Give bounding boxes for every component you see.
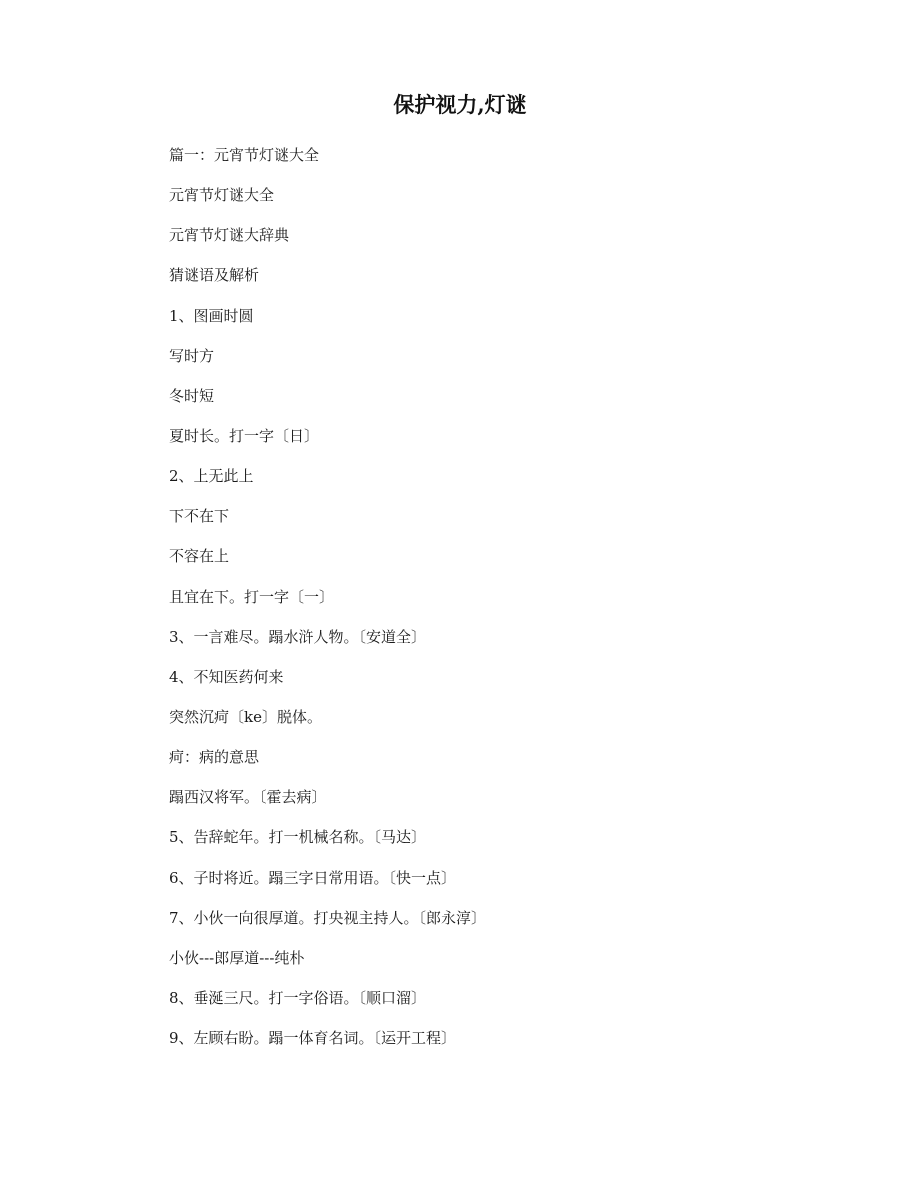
- text-line: 疴：病的意思: [169, 748, 260, 767]
- document-title: 保护视力,灯谜: [393, 92, 527, 117]
- text-line: 小伙---郎厚道---纯朴: [169, 948, 305, 967]
- text-line: 8、垂涎三尺。打一字俗语。〔顺口溜〕: [169, 988, 427, 1007]
- text-line: 猜谜语及解析: [169, 266, 260, 285]
- document-body: [169, 141, 789, 1064]
- text-line: 3、一言难尽。蹋水浒人物。〔安道全〕: [169, 627, 427, 646]
- text-line: 5、告辞蛇年。打一机械名称。〔马达〕: [169, 828, 427, 847]
- text-line: 且宜在下。打一字〔一〕: [169, 587, 335, 606]
- text-line: 写时方: [169, 346, 215, 365]
- text-line: 7、小伙一向很厚道。打央视主持人。〔郎永淳〕: [169, 908, 487, 927]
- text-line: 6、子时将近。蹋三字日常用语。〔快一点〕: [169, 868, 457, 887]
- text-line: 9、左顾右盼。蹋一体育名词。〔运开工程〕: [169, 1029, 457, 1048]
- text-line: 蹋西汉将军。〔霍去病〕: [169, 788, 327, 807]
- text-line: 下不在下: [169, 507, 230, 526]
- text-line: 不容在上: [169, 547, 230, 566]
- text-line: 夏时长。打一字〔日〕: [169, 426, 320, 445]
- text-line: 4、不知医药何来: [169, 667, 284, 686]
- text-line: 元宵节灯谜大全: [169, 186, 275, 205]
- text-line: 2、上无此上: [169, 467, 254, 486]
- text-line: 冬时短: [169, 386, 215, 405]
- text-line: 元宵节灯谜大辞典: [169, 226, 290, 245]
- text-line: 突然沉疴〔ke〕脱体。: [169, 707, 322, 726]
- text-line: 1、图画时圆: [169, 306, 254, 325]
- text-line: 篇一：元宵节灯谜大全: [169, 146, 320, 164]
